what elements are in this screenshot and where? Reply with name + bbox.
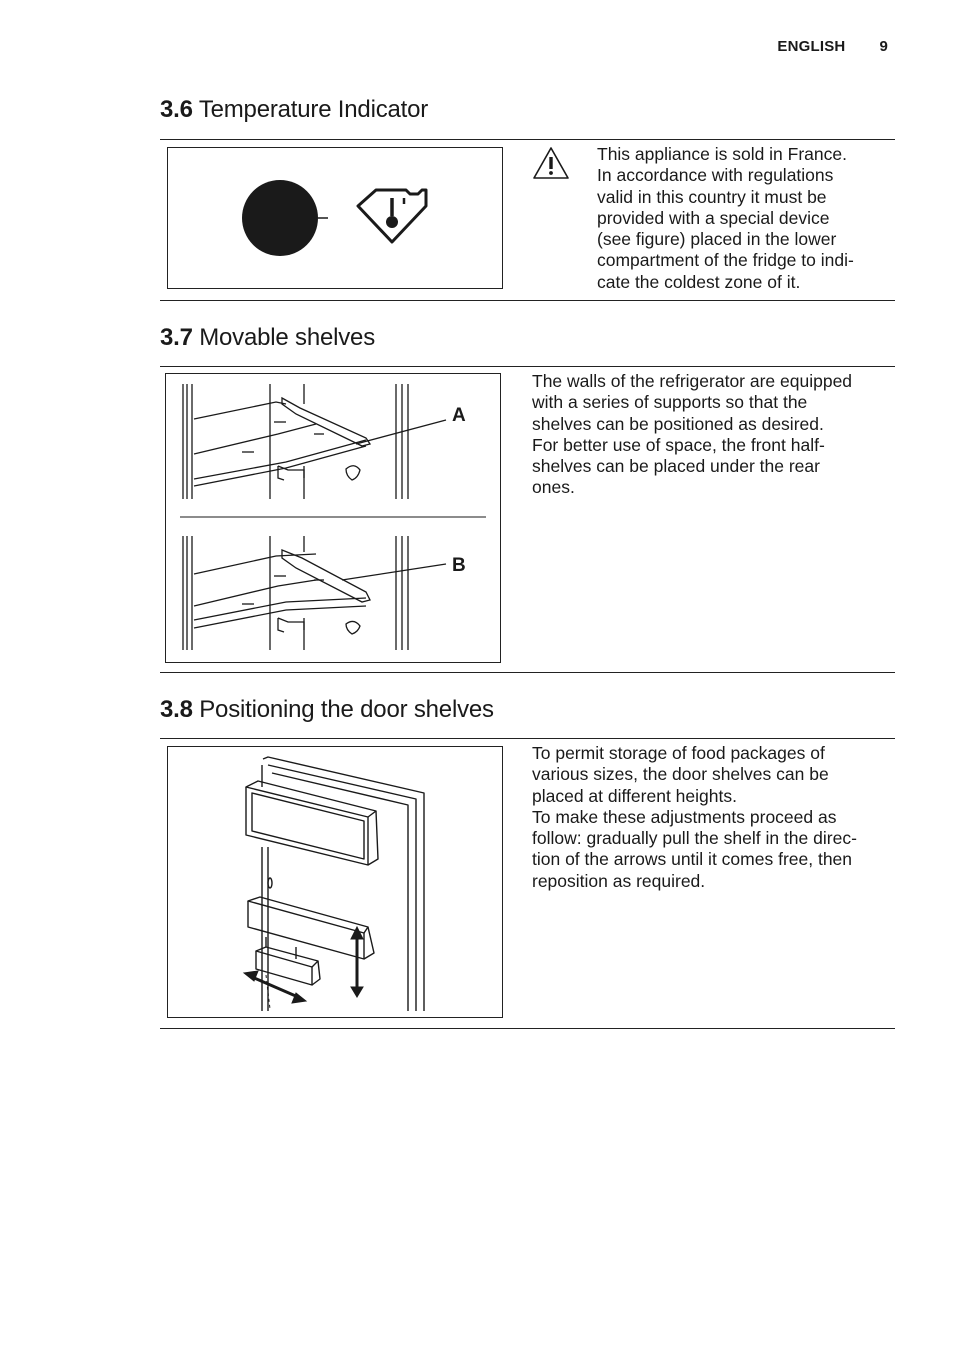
movable-shelves-text: The walls of the refrigerator are equipped with a series of supports so that the shelves can be positioned as desired. For better use of space, the front half- shelves can be placed under the rear ones. <box>532 371 853 498</box>
section-title-text: Movable shelves <box>199 324 375 351</box>
section-number: 3.6 <box>160 96 193 123</box>
warning-triangle-icon <box>532 145 570 181</box>
movable-shelves-figure <box>165 373 501 663</box>
section-title-movable-shelves <box>160 324 375 352</box>
section-title-text: Temperature Indicator <box>198 96 429 123</box>
section-top-rule <box>160 139 895 140</box>
page-number: 9 <box>879 38 888 55</box>
shelf-illustration-bottom <box>183 536 446 650</box>
indicator-dot <box>242 180 318 256</box>
section-bottom-rule <box>160 1028 895 1029</box>
section-top-rule <box>160 738 895 739</box>
door-shelf-illustration <box>168 747 502 1017</box>
section-title-text: Positioning the door shelves <box>199 696 494 723</box>
temperature-indicator-text: This appliance is sold in France. In accordance with regulations valid in this country it must be provided with a special device (see figure) placed in the lower compartment of the fridge to indi- cate the coldest zone of it. <box>597 144 854 292</box>
figure-label-a: A <box>452 405 466 426</box>
section-number: 3.8 <box>160 696 193 723</box>
section-title-door-shelves <box>160 696 494 724</box>
shelf-illustration-top <box>183 384 446 499</box>
temperature-indicator-figure <box>167 147 503 289</box>
figure-label-b: B <box>452 555 466 576</box>
section-bottom-rule <box>160 672 895 673</box>
section-number: 3.7 <box>160 324 193 351</box>
section-title-temperature-indicator <box>160 96 428 124</box>
header-language: ENGLISH <box>777 38 846 55</box>
section-top-rule <box>160 366 895 367</box>
section-bottom-rule <box>160 300 895 301</box>
door-shelves-figure <box>167 746 503 1018</box>
door-shelves-text: To permit storage of food packages of various sizes, the door shelves can be placed at different heights. To make these adjustments proceed as follow: gradually pull the shelf in the direc- tion of the arrows until it comes free, then reposition as required. <box>532 743 857 891</box>
page-header <box>777 38 888 55</box>
